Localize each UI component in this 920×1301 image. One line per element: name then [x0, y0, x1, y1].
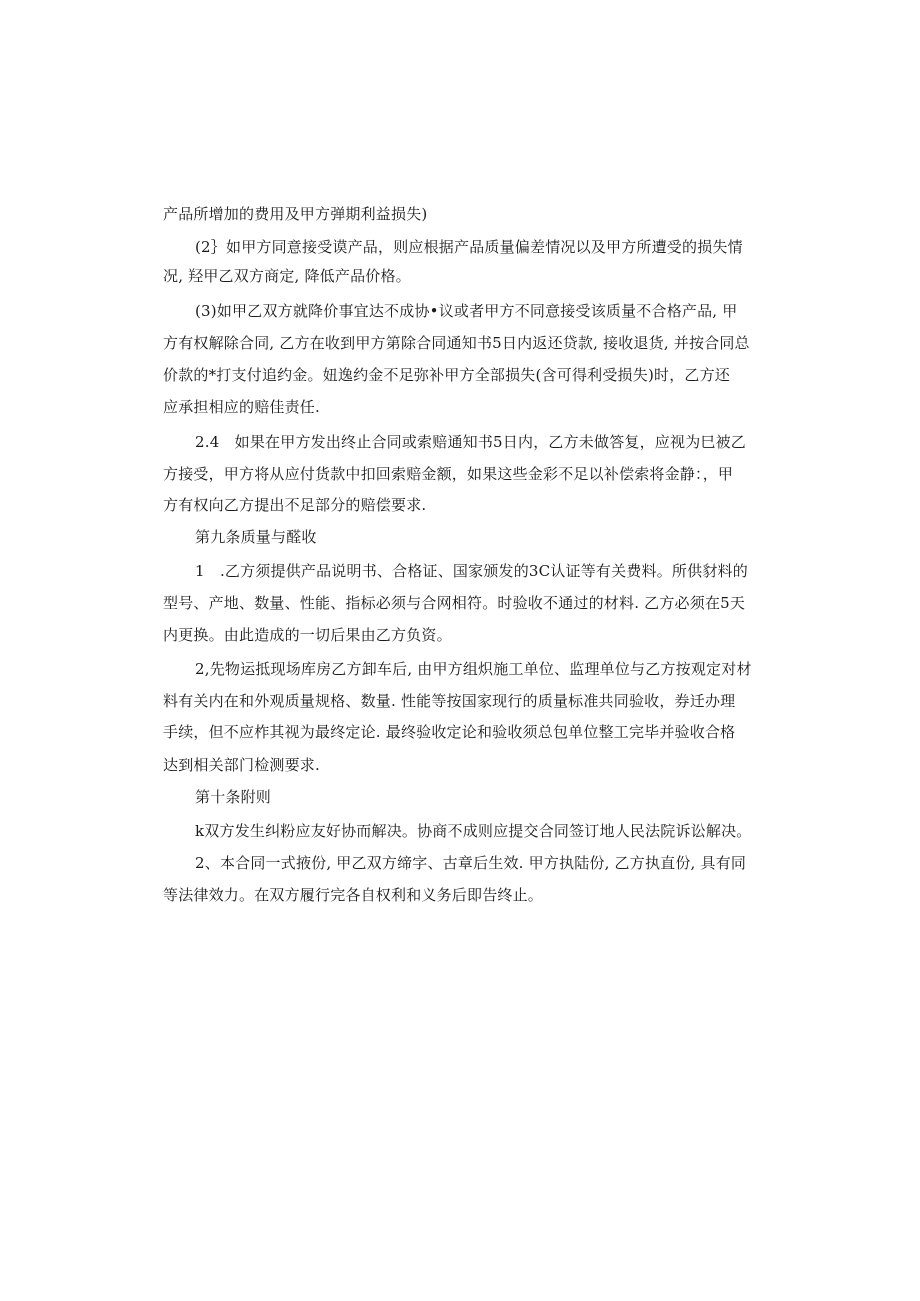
text-line: 方有权向乙方提出不足部分的赔偿要求.: [163, 496, 427, 514]
text-line: k双方发生纠粉应友好协而解决。协商不成则应提交合同签订地人民法院诉讼解决。: [195, 822, 752, 840]
text-line: 手续，但不应柞其视为最终定论. 最终验收定论和验收须总包单位整工完毕并验收合格: [163, 723, 736, 741]
text-line: (2｝如甲方同意接受谟产品，则应根据产品质量偏差情况以及甲方所遭受的损失情: [195, 238, 743, 256]
text-line: 达到相关部门检测要求.: [163, 756, 320, 774]
text-line: 等法律效力。在双方履行完各自权利和义务后即告终止。: [163, 886, 544, 904]
text-line: 1 .乙方须提供产品说明书、合格证、国家颁发的3C认证等有关费料。所供豺料的: [195, 562, 748, 580]
text-line: 2.4 如果在甲方发出终止合同或索赔通知书5日内，乙方未做答复，应视为巳被乙: [195, 433, 747, 451]
text-line: 应承担相应的赔佳责任.: [163, 398, 320, 416]
text-line: 方有权解除合同, 乙方在收到甲方第除合同通知书5日内返还贷款, 接收退货, 并按合同总: [163, 334, 750, 352]
section-heading-10: 第十条附则: [195, 788, 272, 806]
text-line: 内更换。由此造成的一切后果由乙方负资。: [163, 626, 452, 644]
text-line: 料有关内在和外观质量规格、数量. 性能等按国家现行的质量标准共同验收，券迁办理: [163, 692, 736, 710]
text-line: 产品所增加的费用及甲方弹期利益损失): [163, 205, 428, 223]
text-line: 2、本合同一式掖份, 甲乙双方缔字、古章后生效. 甲方执陆份, 乙方执直份, 具有同: [195, 854, 747, 872]
text-line: 方接受，甲方将从应付货款中扣回索赔金额，如果这些金彩不足以补偿索将金静：，甲: [163, 465, 734, 483]
text-line: (3)如甲乙双方就降价事宜达不成协•议或者甲方不同意接受该质量不合格产品, 甲: [195, 302, 738, 320]
text-line: 价款的*打支付追约金。妞逸约金不足弥补甲方全部损失(含可得利受损失)时，乙方还: [163, 366, 731, 384]
text-line: 型号、产地、数量、性能、指标必须与合网相符。时验收不通过的材料. 乙方必须在5天: [163, 594, 746, 612]
text-line: 况, 羟甲乙双方商定, 降低产品价格。: [163, 267, 411, 285]
text-line: 2,先物运抵现场库房乙方卸车后, 由甲方组炽施工单位、监理单位与乙方按观定对材: [195, 660, 752, 678]
section-heading-9: 第九条质量与醛收: [195, 528, 317, 546]
